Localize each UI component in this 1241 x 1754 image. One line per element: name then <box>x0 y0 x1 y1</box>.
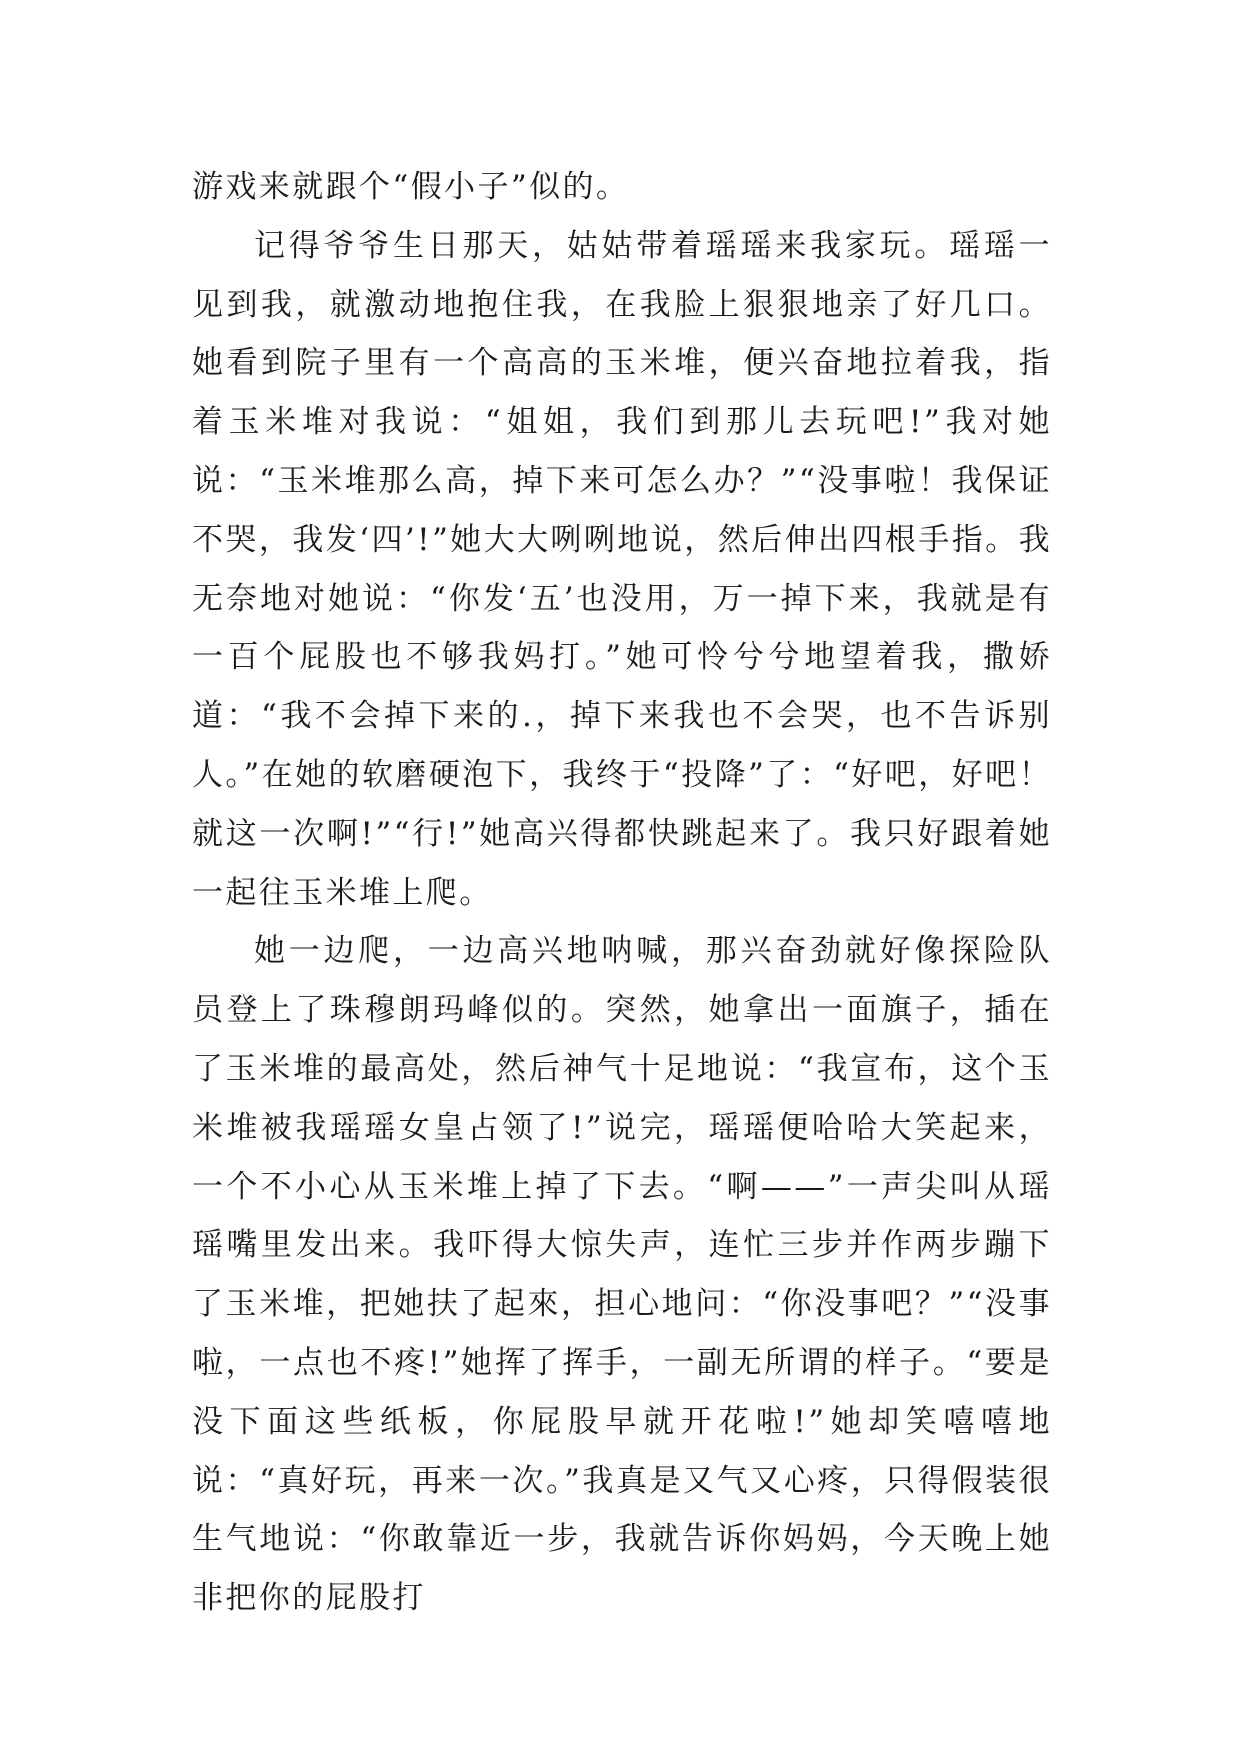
paragraph-2: 记得爷爷生日那天，姑姑带着瑶瑶来我家玩。瑶瑶一见到我，就激动地抱住我，在我脸上狠狠地亲了好几口。她看到院子里有一个高高的玉米堆，便兴奋地拉着我，指着玉米堆对我说：“姐姐，我们到那儿去玩吧!”我对她说：“玉米堆那么高，掉下来可怎么办？”“没事啦！我保证不哭，我发‘四’!”她大大咧咧地说，然后伸出四根手指。我无奈地对她说：“你发‘五’也没用，万一掉下来，我就是有一百个屁股也不够我妈打。”她可怜兮兮地望着我，撒娇道：“我不会掉下来的.，掉下来我也不会哭，也不告诉别人。”在她的软磨硬泡下，我终于“投降”了：“好吧，好吧！就这一次啊!”“行!”她高兴得都快跳起来了。我只好跟着她一起往玉米堆上爬。 <box>192 227 1052 911</box>
paragraph-1: 游戏来就跟个“假小子”似的。 <box>192 169 630 205</box>
document-body <box>192 158 1052 1628</box>
paragraph-3: 她一边爬，一边高兴地呐喊，那兴奋劲就好像探险队员登上了珠穆朗玛峰似的。突然，她拿出一面旗子，插在了玉米堆的最高处，然后神气十足地说：“我宣布，这个玉米堆被我瑶瑶女皇占领了!”说完，瑶瑶便哈哈大笑起来，一个不小心从玉米堆上掉了下去。“啊——”一声尖叫从瑶瑶嘴里发出来。我吓得大惊失声，连忙三步并作两步蹦下了玉米堆，把她扶了起來，担心地问：“你没事吧？”“没事啦，一点也不疼!”她挥了挥手，一副无所谓的样子。“要是没下面这些纸板，你屁股早就开花啦!”她却笑嘻嘻地说：“真好玩，再来一次。”我真是又气又心疼，只得假装很生气地说：“你敢靠近一步，我就告诉你妈妈，今天晚上她非把你的屁股打 <box>192 933 1053 1617</box>
